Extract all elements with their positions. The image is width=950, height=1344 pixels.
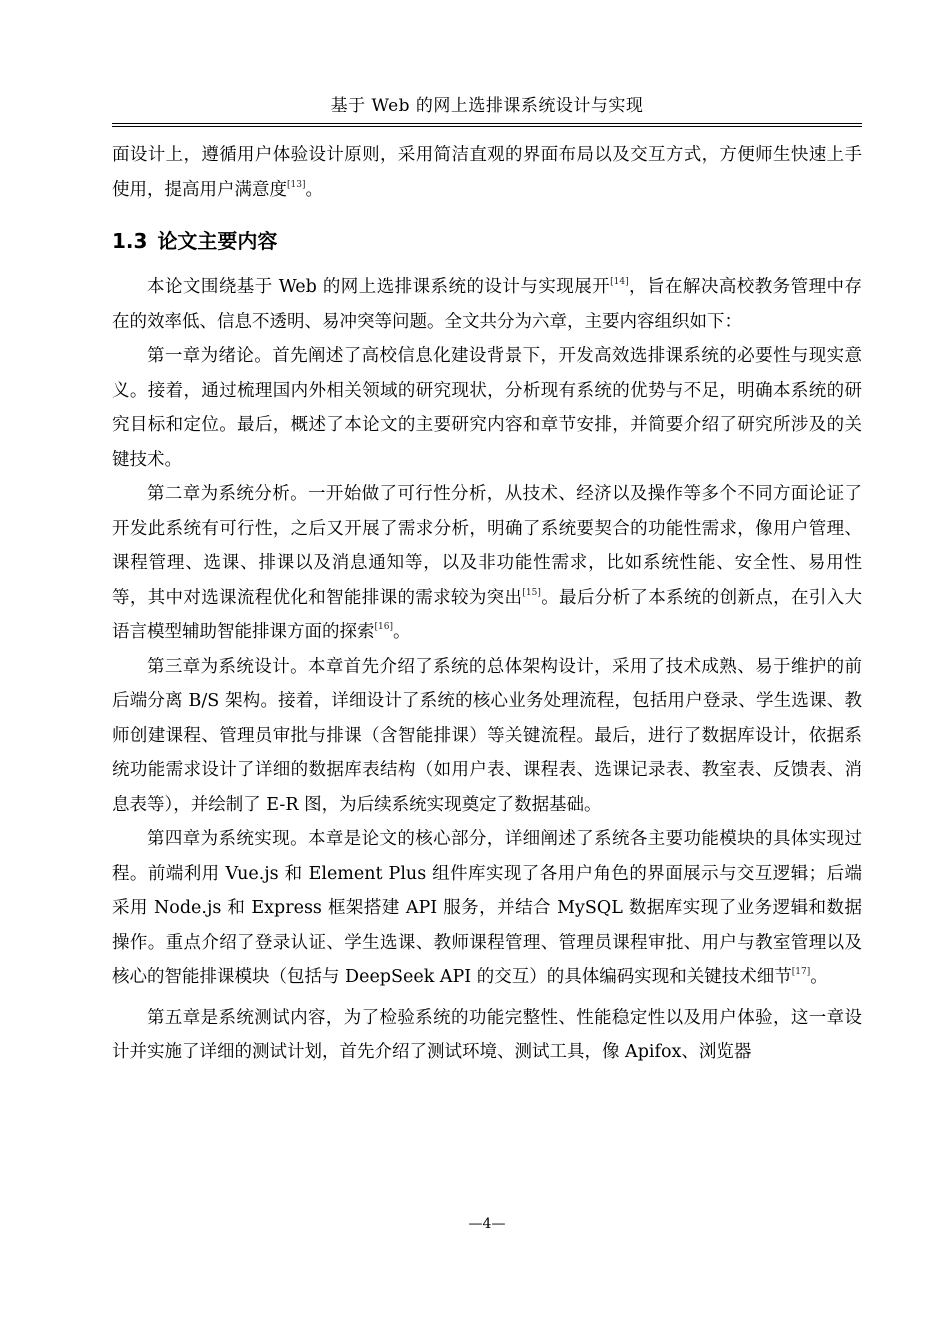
paragraph-chapter-4	[112, 822, 862, 995]
header-rule	[112, 123, 862, 127]
paragraph-overview	[112, 270, 862, 339]
citation-15[interactable]: [15]	[522, 587, 541, 598]
page-body	[112, 138, 862, 1070]
section-title: 论文主要内容	[157, 229, 278, 253]
citation-14[interactable]: [14]	[610, 277, 629, 287]
intro-text: 面设计上，遵循用户体验设计原则，采用简洁直观的界面布局以及交互方式，方便师生快速上手使用，提高用户满意度	[112, 145, 862, 200]
section-heading	[112, 225, 862, 257]
p3-mid: 。最后分析了本系统的创新点，在引入大语言模型辅助智能排课方面的探索	[112, 587, 863, 642]
p5-text: 第四章为系统实现。本章是论文的核心部分，详细阐述了系统各主要功能模块的具体实现过程。前端利用 Vue.js 和 Element Plus 组件库实现了各用户角色的界面展示与交互逻辑；后端采用 Node.js 和 Express 框架搭建 API 服务，并结合 MySQL 数据库实现了业务逻辑和数据操作。重点介绍了登录认证、学生选课、教师课程管理、管理员课程审批、用户与教室管理以及核心的智能排课模块（包括与 DeepSeek API 的交互）的具体编码实现和关键技术细节	[112, 829, 862, 987]
paragraph-chapter-2	[112, 477, 862, 650]
intro-paragraph	[112, 138, 862, 207]
running-header: 基于 Web 的网上选排课系统设计与实现	[330, 96, 644, 116]
citation-16[interactable]: [16]	[374, 622, 393, 632]
section-number: 1.3	[112, 229, 148, 253]
p3-tail: 。	[392, 622, 411, 642]
citation-17[interactable]: [17]	[791, 967, 811, 977]
paragraph-chapter-1: 第一章为绪论。首先阐述了高校信息化建设背景下，开发高效选排课系统的必要性与现实意义。接着，通过梳理国内外相关领域的研究现状，分析现有系统的优势与不足，明确本系统的研究目标和定位。最后，概述了本论文的主要研究内容和章节安排，并简要介绍了研究所涉及的关键技术。	[112, 346, 862, 470]
intro-tail: 。	[305, 179, 323, 200]
paragraph-chapter-3: 第三章为系统设计。本章首先介绍了系统的总体架构设计，采用了技术成熟、易于维护的前后端分离 B/S 架构。接着，详细设计了系统的核心业务处理流程，包括用户登录、学生选课、教师创建课程、管理员审批与排课（含智能排课）等关键流程。最后，进行了数据库设计，依据系统功能需求设计了详细的数据库表结构（如用户表、课程表、选课记录表、教室表、反馈表、消息表等），并绘制了 E-R 图，为后续系统实现奠定了数据基础。	[112, 656, 862, 815]
p1-text: 本论文围绕基于 Web 的网上选排课系统的设计与实现展开	[147, 277, 611, 297]
p3-text: 第二章为系统分析。一开始做了可行性分析，从技术、经济以及操作等多个不同方面论证了开发此系统有可行性，之后又开展了需求分析，明确了系统要契合的功能性需求，像用户管理、课程管理、选课、排课以及消息通知等，以及非功能性需求，比如系统性能、安全性、易用性等，其中对选课流程优化和智能排课的需求较为突出	[112, 484, 862, 608]
p1-tail: ，旨在解决高校教务管理中存在的效率低、信息不透明、易冲突等问题。全文共分为六章，主要内容组织如下：	[112, 277, 862, 332]
citation-13[interactable]: [13]	[287, 179, 306, 190]
p5-tail: 。	[810, 967, 828, 987]
paragraph-chapter-5: 第五章是系统测试内容，为了检验系统的功能完整性、性能稳定性以及用户体验，这一章设计并实施了详细的测试计划，首先介绍了测试环境、测试工具，像 Apifox、浏览器	[112, 1007, 862, 1062]
page-number: —4—	[468, 1216, 506, 1232]
